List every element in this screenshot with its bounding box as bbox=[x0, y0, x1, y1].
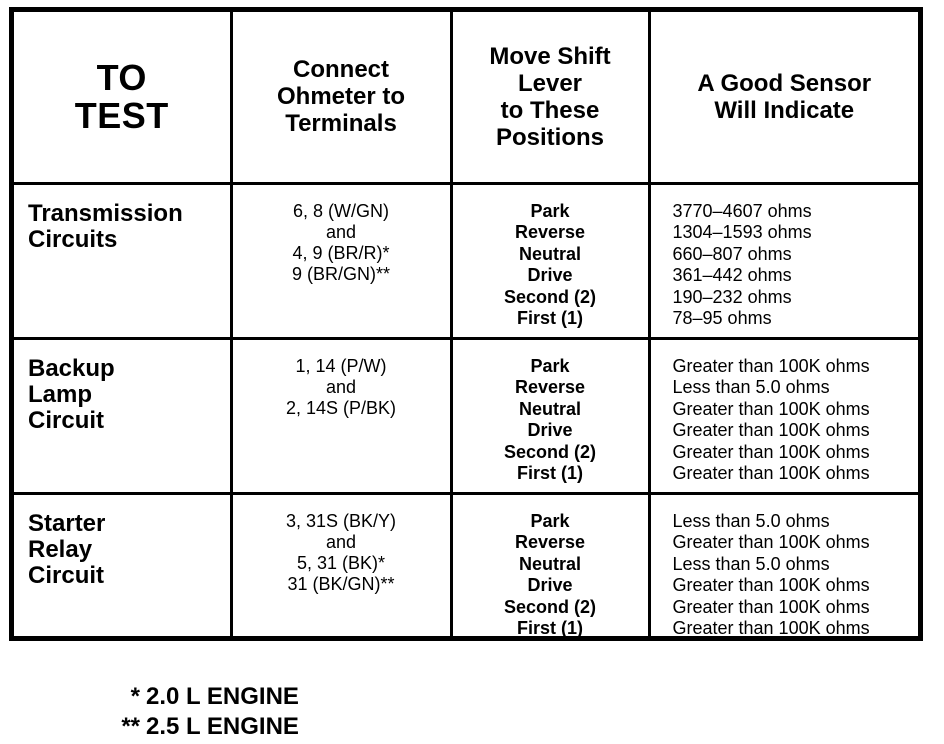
header-good-sensor-indicate: A Good Sensor Will Indicate bbox=[649, 12, 918, 183]
positions-cell: Park Reverse Neutral Drive Second (2) First (1) bbox=[451, 183, 649, 338]
footnotes bbox=[108, 682, 299, 742]
terminals-cell: 1, 14 (P/W) and 2, 14S (P/BK) bbox=[231, 338, 451, 493]
table-row-transmission bbox=[14, 183, 918, 338]
terminals-cell: 6, 8 (W/GN) and 4, 9 (BR/R)* 9 (BR/GN)** bbox=[231, 183, 451, 338]
header-row bbox=[14, 12, 918, 183]
footnote-mark: ** bbox=[121, 713, 140, 740]
table-row-starter-relay bbox=[14, 493, 918, 640]
circuit-name: Backup Lamp Circuit bbox=[14, 338, 231, 493]
readings-cell: Less than 5.0 ohms Greater than 100K ohms Less than 5.0 ohms Greater than 100K ohms Greater than 100K ohms Greater than 100K ohms bbox=[649, 493, 918, 640]
positions-cell: Park Reverse Neutral Drive Second (2) First (1) bbox=[451, 338, 649, 493]
table-row-backup-lamp bbox=[14, 338, 918, 493]
sensor-test-table-frame bbox=[9, 7, 923, 641]
circuit-name: Transmission Circuits bbox=[14, 183, 231, 338]
footnote-mark: * bbox=[130, 683, 140, 710]
header-connect-ohmeter: Connect Ohmeter to Terminals bbox=[231, 12, 451, 183]
footnote-2-5-engine bbox=[108, 712, 299, 742]
positions-cell: Park Reverse Neutral Drive Second (2) First (1) bbox=[451, 493, 649, 640]
footnote-text: 2.0 L ENGINE bbox=[146, 683, 299, 710]
readings-cell: 3770–4607 ohms 1304–1593 ohms 660–807 ohms 361–442 ohms 190–232 ohms 78–95 ohms bbox=[649, 183, 918, 338]
circuit-name: Starter Relay Circuit bbox=[14, 493, 231, 640]
footnote-2-0-engine bbox=[108, 682, 299, 712]
footnote-text: 2.5 L ENGINE bbox=[146, 713, 299, 740]
terminals-cell: 3, 31S (BK/Y) and 5, 31 (BK)* 31 (BK/GN)** bbox=[231, 493, 451, 640]
header-move-shift-lever: Move Shift Lever to These Positions bbox=[451, 12, 649, 183]
header-to-test: TO TEST bbox=[14, 12, 231, 183]
sensor-test-table bbox=[14, 12, 918, 640]
readings-cell: Greater than 100K ohms Less than 5.0 ohms Greater than 100K ohms Greater than 100K ohms Greater than 100K ohms Greater than 100K ohms bbox=[649, 338, 918, 493]
